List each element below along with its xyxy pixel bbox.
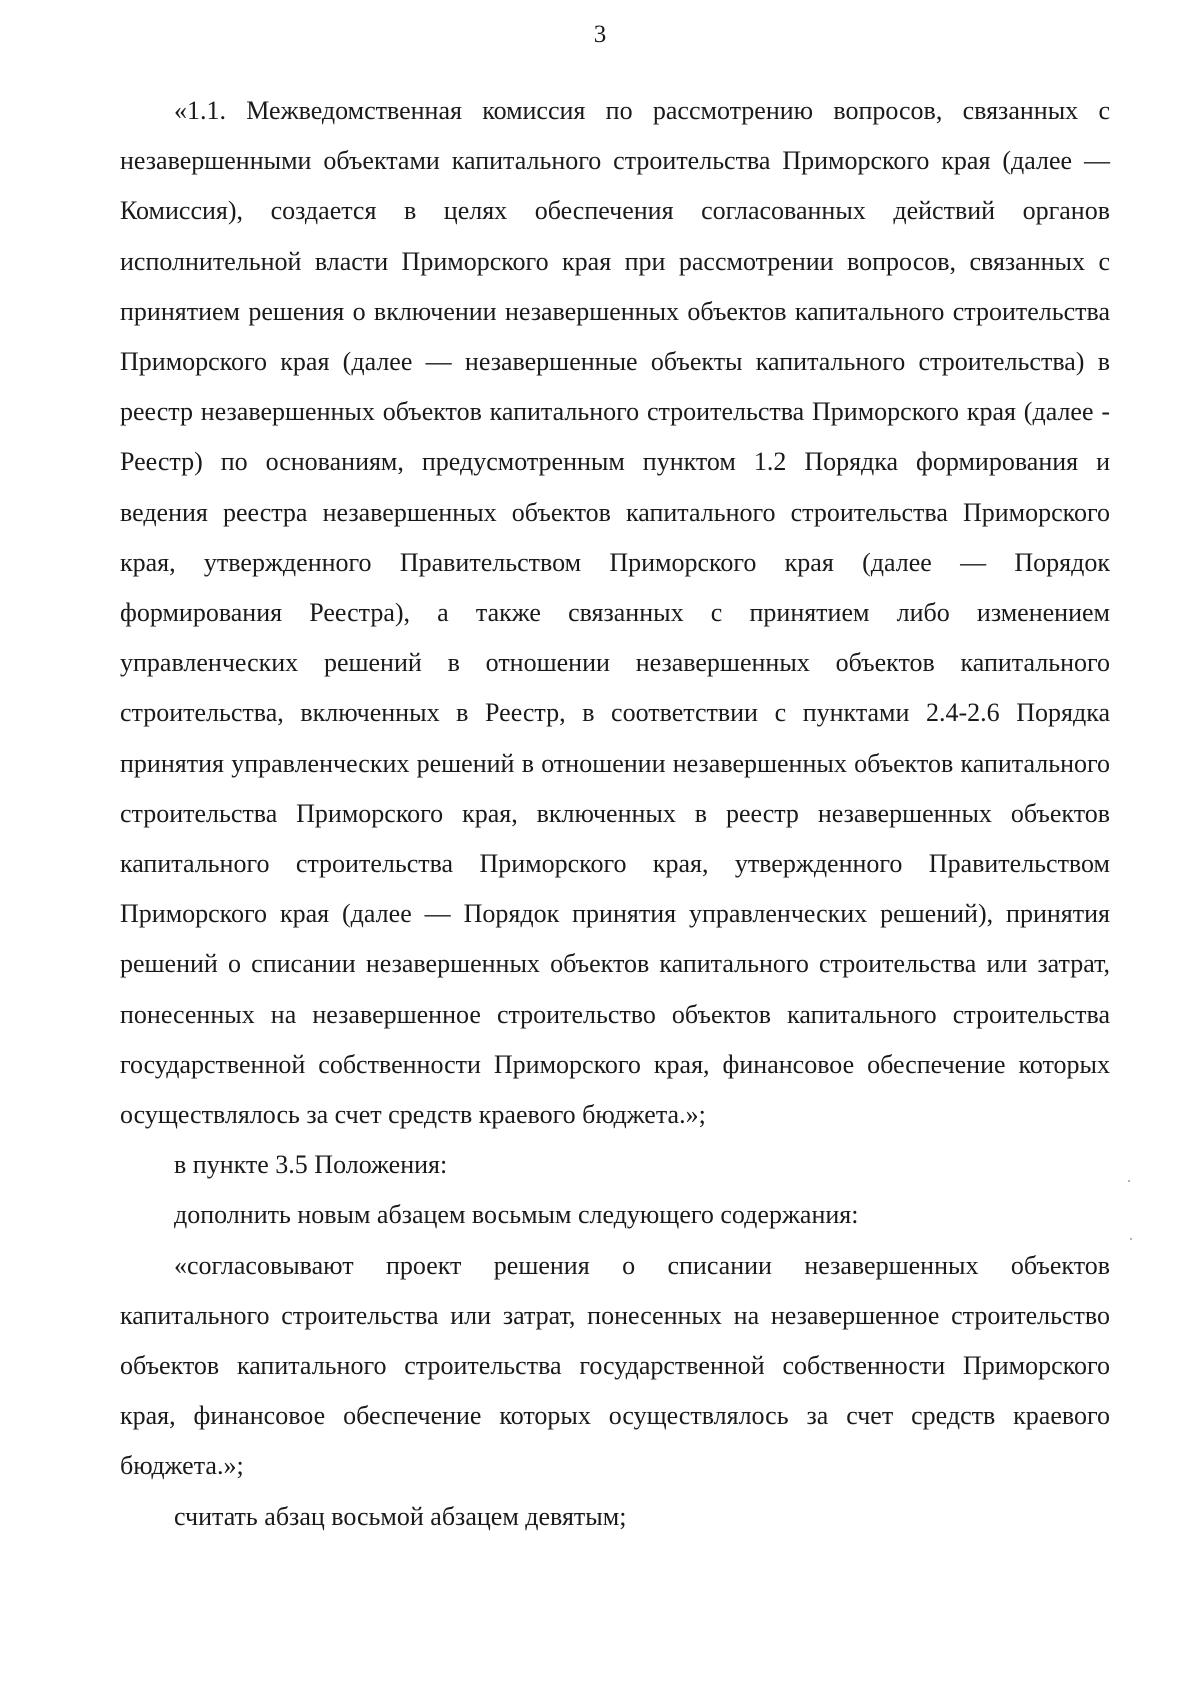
paragraph-renumber: считать абзац восьмой абзацем девятым; xyxy=(174,1501,627,1531)
scan-speck xyxy=(1128,1180,1130,1182)
paragraph-commission-definition: «1.1. Межведомственная комиссия по рассмотрению вопросов, связанных с незавершенными объектами капитального строительства Приморского края (далее — Комиссия), создается в целях обеспечения согласованных действий органов исполнительной власти Приморского края при рассмотрении вопросов, связанных с принятием решения о включении незавершенных объектов капитального строительства Приморского края (далее — незавершенные объекты капитального строительства) в реестр незавершенных объектов капитального строительства Приморского края (далее - Реестр) по основаниям, предусмотренным пунктом 1.2 Порядка формирования и ведения реестра незавершенных объектов капитального строительства Приморского края, утвержденного Правительством Приморского края (далее — Порядок формирования Реестра), а также связанных с принятием либо изменением управленческих решений в отношении незавершенных объектов капитального строительства, включенных в Реестр, в соответствии с пунктами 2.4-2.6 Порядка принятия управленческих решений в отношении незавершенных объектов капитального строительства Приморского края, включенных в реестр незавершенных объектов капитального строительства Приморского края, утвержденного Правительством Приморского края (далее — Порядок принятия управленческих решений), принятия решений о списании незавершенных объектов капитального строительства или затрат, понесенных на незавершенное строительство объектов капитального строительства государственной собственности Приморского края, финансовое обеспечение которых осуществлялось за счет средств краевого бюджета.»; xyxy=(120,96,1110,1130)
document-body xyxy=(120,86,1110,1542)
scan-speck xyxy=(1130,1238,1132,1240)
paragraph-add-eighth: дополнить новым абзацем восьмым следующего содержания: xyxy=(174,1200,859,1230)
paragraph-clause-3-5: в пункте 3.5 Положения: xyxy=(174,1150,448,1180)
page-number: 3 xyxy=(593,21,607,48)
paragraph-new-eighth-text: «согласовывают проект решения о списании незавершенных объектов капитального строительства или затрат, понесенных на незавершенное строительство объектов капитального строительства государственной собственности Приморского края, финансовое обеспечение которых осуществлялось за счет средств краевого бюджета.»; xyxy=(120,1250,1110,1481)
